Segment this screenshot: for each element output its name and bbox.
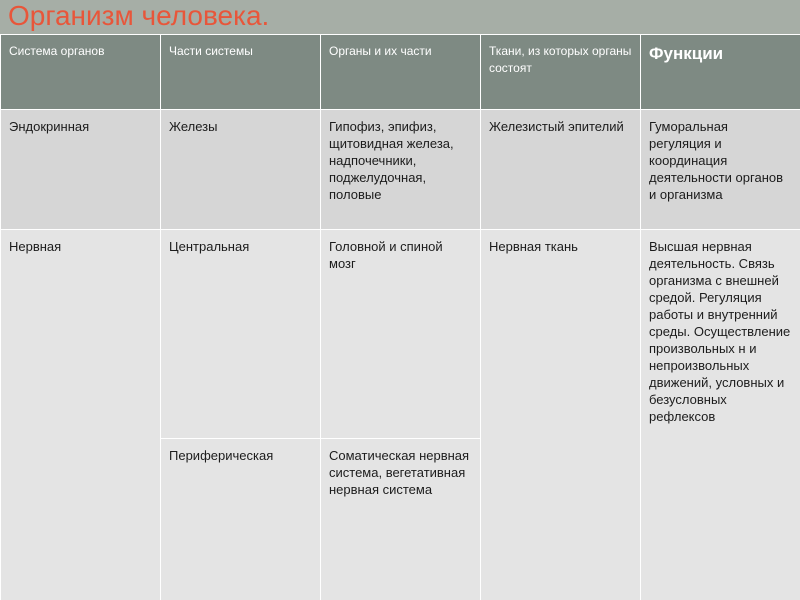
table-header-row bbox=[1, 35, 800, 110]
table-row-endocrine bbox=[1, 110, 800, 230]
header-organ-system: Система органов bbox=[1, 35, 161, 110]
cell-nervous-system: Нервная bbox=[1, 230, 161, 600]
cell-peripheral-part: Периферическая bbox=[161, 439, 321, 600]
header-organs: Органы и их части bbox=[321, 35, 481, 110]
table-row-nervous-central bbox=[1, 230, 800, 439]
cell-nervous-tissue: Нервная ткань bbox=[481, 230, 641, 600]
cell-endocrine-tissue: Железистый эпителий bbox=[481, 110, 641, 230]
cell-peripheral-organs: Соматическая нервная система, вегетативная нервная система bbox=[321, 439, 481, 600]
title-bar bbox=[0, 0, 800, 34]
header-functions: Функции bbox=[641, 35, 800, 110]
cell-central-part: Центральная bbox=[161, 230, 321, 439]
organ-systems-table bbox=[0, 34, 800, 600]
header-system-parts: Части системы bbox=[161, 35, 321, 110]
cell-nervous-function: Высшая нервная деятельность. Связь организма с внешней средой. Регуляция работы и внутренний среды. Осуществление произвольных н и непроизвольных движений, условных и безусловных рефлексов bbox=[641, 230, 800, 600]
cell-endocrine-organs: Гипофиз, эпифиз, щитовидная железа, надпочечники, поджелудочная, половые bbox=[321, 110, 481, 230]
cell-endocrine-system: Эндокринная bbox=[1, 110, 161, 230]
cell-endocrine-function: Гуморальная регуляция и координация деятельности органов и организма bbox=[641, 110, 800, 230]
cell-endocrine-part: Железы bbox=[161, 110, 321, 230]
page-title: Организм человека. bbox=[8, 0, 270, 31]
cell-central-organs: Головной и спиной мозг bbox=[321, 230, 481, 439]
header-tissues: Ткани, из которых органы состоят bbox=[481, 35, 641, 110]
